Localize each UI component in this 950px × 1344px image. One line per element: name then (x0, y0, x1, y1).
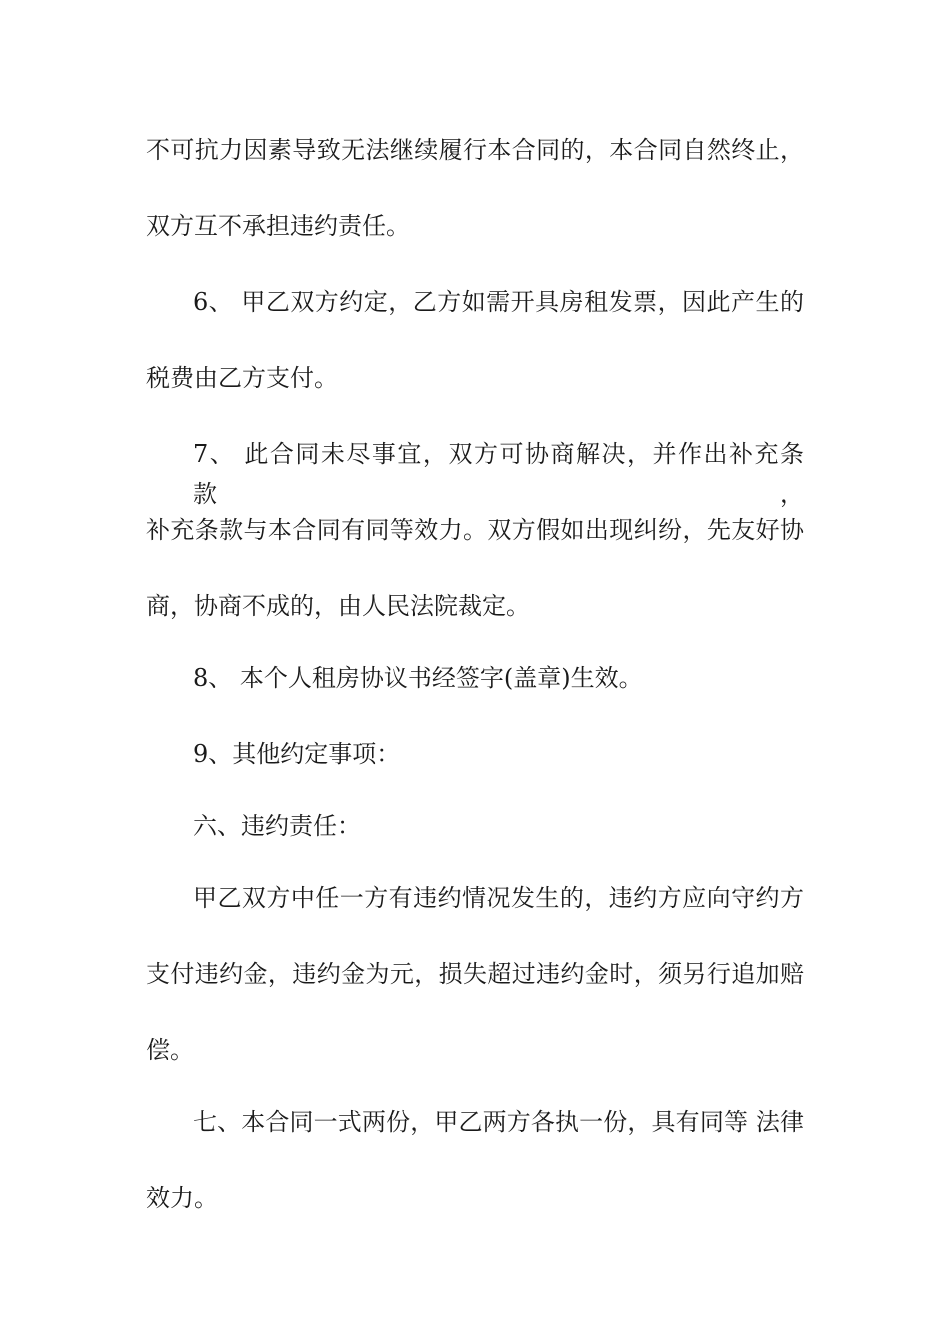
text-line (0, 734, 950, 774)
text-line (0, 358, 950, 398)
text-line (0, 282, 950, 322)
paragraph-text: 六、违约责任： (193, 812, 361, 840)
paragraph-text: 商，协商不成的，由人民法院裁定。 (146, 592, 530, 620)
text-line (0, 510, 950, 550)
paragraph-text: 双方互不承担违约责任。 (146, 212, 410, 240)
paragraph-text: 七、本合同一式两份，甲乙两方各执一份，具有同等 法律 (193, 1108, 804, 1136)
text-line (0, 434, 950, 508)
paragraph-text: 6、 甲乙双方约定，乙方如需开具房租发票，因此产生的 (193, 288, 804, 316)
text-line (0, 878, 950, 918)
text-line (0, 586, 950, 626)
text-line (0, 1178, 950, 1218)
text-line (0, 1030, 950, 1070)
paragraph-text: 甲乙双方中任一方有违约情况发生的，违约方应向守约方 (193, 884, 804, 912)
paragraph-text: 补充条款与本合同有同等效力。双方假如出现纠纷，先友好协 (146, 516, 804, 544)
paragraph-text: 效力。 (146, 1184, 218, 1212)
section-heading (0, 806, 950, 846)
text-line (0, 954, 950, 994)
text-line (0, 206, 950, 246)
paragraph-text: 税费由乙方支付。 (146, 364, 338, 392)
paragraph-text: 9、其他约定事项： (193, 740, 401, 768)
paragraph-text: 偿。 (146, 1036, 194, 1064)
text-line (0, 130, 950, 170)
paragraph-text: 支付违约金，违约金为元，损失超过违约金时，须另行追加赔 (146, 960, 804, 988)
paragraph-text: 7、 此合同未尽事宜，双方可协商解决，并作出补充条款， (193, 440, 804, 508)
text-line (0, 658, 950, 698)
paragraph-text: 8、 本个人租房协议书经签字(盖章)生效。 (193, 664, 643, 692)
paragraph-text: 不可抗力因素导致无法继续履行本合同的，本合同自然终止， (146, 136, 804, 164)
text-line (0, 1102, 950, 1142)
